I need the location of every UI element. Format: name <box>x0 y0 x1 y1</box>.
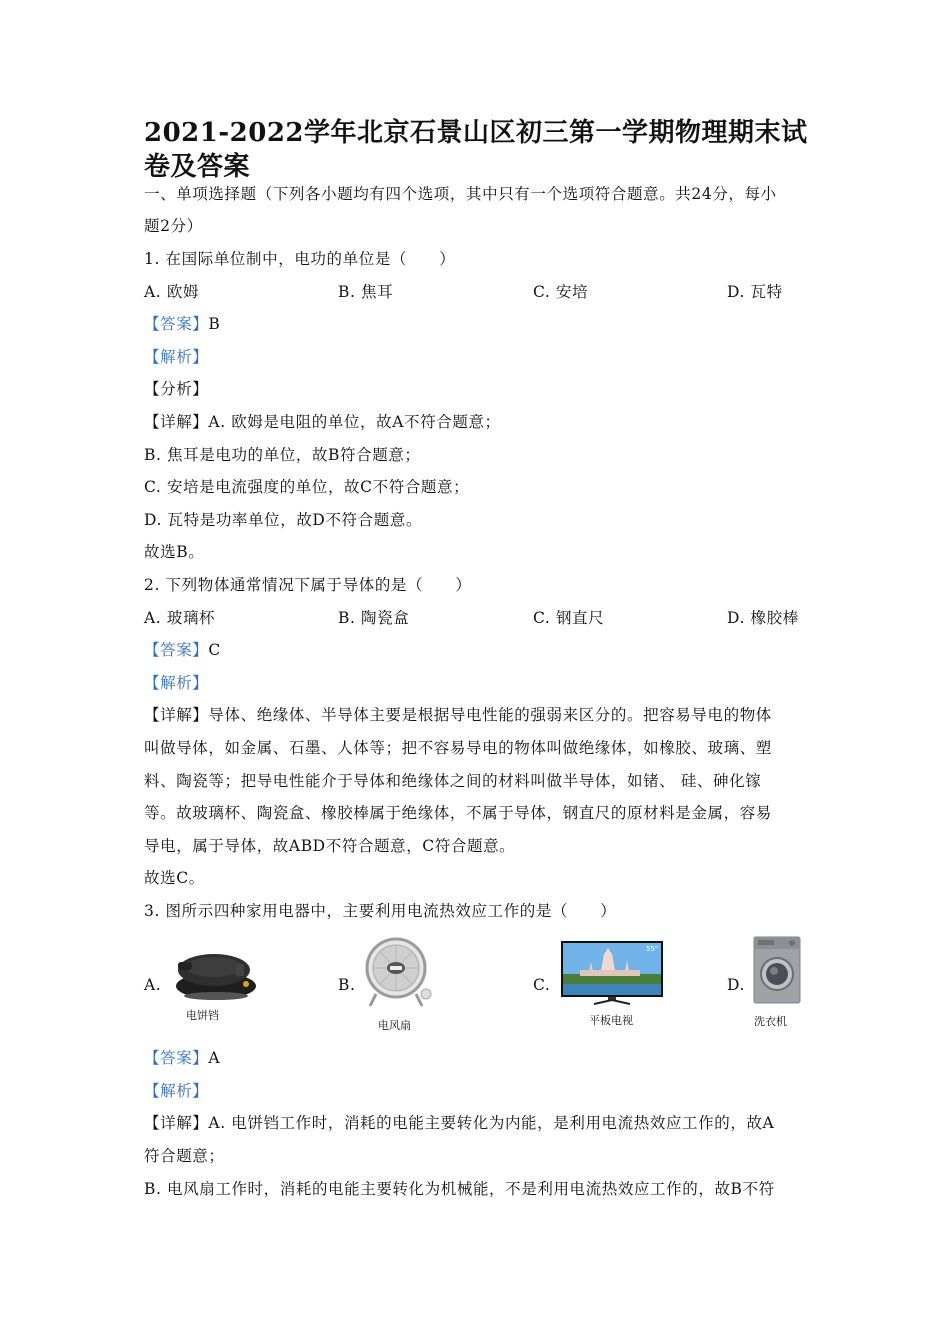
q2-analysis-tag: 【解析】 <box>144 674 209 692</box>
caption-griddle: 电饼铛 <box>186 1009 219 1022</box>
q3-detail-line: 符合题意； <box>144 1147 225 1165</box>
q1-option-a: A. 欧姆 <box>144 283 200 301</box>
tv-size-label: 55" <box>646 945 659 953</box>
q1-option-b: B. 焦耳 <box>338 283 394 301</box>
q1-detail-line: B. 焦耳是电功的单位，故B符合题意； <box>144 446 421 464</box>
caption-fan: 电风扇 <box>378 1019 411 1032</box>
q1-option-c: C. 安培 <box>533 283 589 301</box>
q2-detail-line: 料、陶瓷等；把导电性能介于导体和绝缘体之间的材料叫做半导体，如锗、 硅、砷化镓 <box>144 772 762 790</box>
q1-detail-line: C. 安培是电流强度的单位，故C不符合题意； <box>144 478 470 496</box>
griddle-image <box>170 944 260 1004</box>
q1-fenxi-tag: 【分析】 <box>144 380 209 398</box>
q1-detail-line: 【详解】A. 欧姆是电阻的单位，故A不符合题意； <box>144 413 501 431</box>
fan-image <box>362 936 434 1012</box>
question-3-stem: 3. 图所示四种家用电器中，主要利用电流热效应工作的是（ ） <box>144 902 617 920</box>
q2-option-a: A. 玻璃杯 <box>144 609 216 627</box>
tv-image <box>560 940 664 1006</box>
section-heading-cont: 题2分） <box>144 217 203 235</box>
washing-machine-image <box>752 936 804 1006</box>
q3-answer: 【答案】A <box>144 1049 221 1067</box>
question-2-stem: 2. 下列物体通常情况下属于导体的是（ ） <box>144 576 472 594</box>
section-heading: 一、单项选择题（下列各小题均有四个选项，其中只有一个选项符合题意。共24分，每小 <box>144 185 777 203</box>
q3-detail-line: 【详解】A. 电饼铛工作时，消耗的电能主要转化为内能，是利用电流热效应工作的，故A <box>144 1114 775 1132</box>
q2-option-b: B. 陶瓷盒 <box>338 609 410 627</box>
q2-conclusion: 故选C。 <box>144 869 205 887</box>
document-title: 2021-2022学年北京石景山区初三第一学期物理期末试卷及答案 <box>144 118 808 182</box>
q2-detail-line: 导电，属于导体，故ABD不符合题意，C符合题意。 <box>144 837 516 855</box>
q3-detail-line: B. 电风扇工作时，消耗的电能主要转化为机械能，不是利用电流热效应工作的，故B不符 <box>144 1180 775 1198</box>
q2-answer: 【答案】C <box>144 641 221 659</box>
q2-detail-line: 叫做导体，如金属、石墨、人体等；把不容易导电的物体叫做绝缘体，如橡胶、玻璃、塑 <box>144 739 772 757</box>
q3-option-c: C. <box>533 976 551 994</box>
q2-option-d: D. 橡胶棒 <box>727 609 799 627</box>
caption-tv: 平板电视 <box>589 1014 633 1027</box>
q2-detail-line: 【详解】导体、绝缘体、半导体主要是根据导电性能的强弱来区分的。把容易导电的物体 <box>144 706 772 724</box>
q1-analysis-tag: 【解析】 <box>144 348 209 366</box>
q1-conclusion: 故选B。 <box>144 543 205 561</box>
q2-option-c: C. 钢直尺 <box>533 609 605 627</box>
q1-option-d: D. 瓦特 <box>727 283 783 301</box>
q3-analysis-tag: 【解析】 <box>144 1082 209 1100</box>
q1-detail-line: D. 瓦特是功率单位，故D不符合题意。 <box>144 511 423 529</box>
q3-option-a: A. <box>144 976 162 994</box>
q2-detail-line: 等。故玻璃杯、陶瓷盒、橡胶棒属于绝缘体，不属于导体，钢直尺的原材料是金属，容易 <box>144 804 772 822</box>
q3-option-d: D. <box>727 976 746 994</box>
q3-option-b: B. <box>338 976 356 994</box>
question-1-stem: 1. 在国际单位制中，电功的单位是（ ） <box>144 250 456 268</box>
caption-washer: 洗衣机 <box>754 1015 787 1028</box>
q1-answer: 【答案】B <box>144 315 221 333</box>
